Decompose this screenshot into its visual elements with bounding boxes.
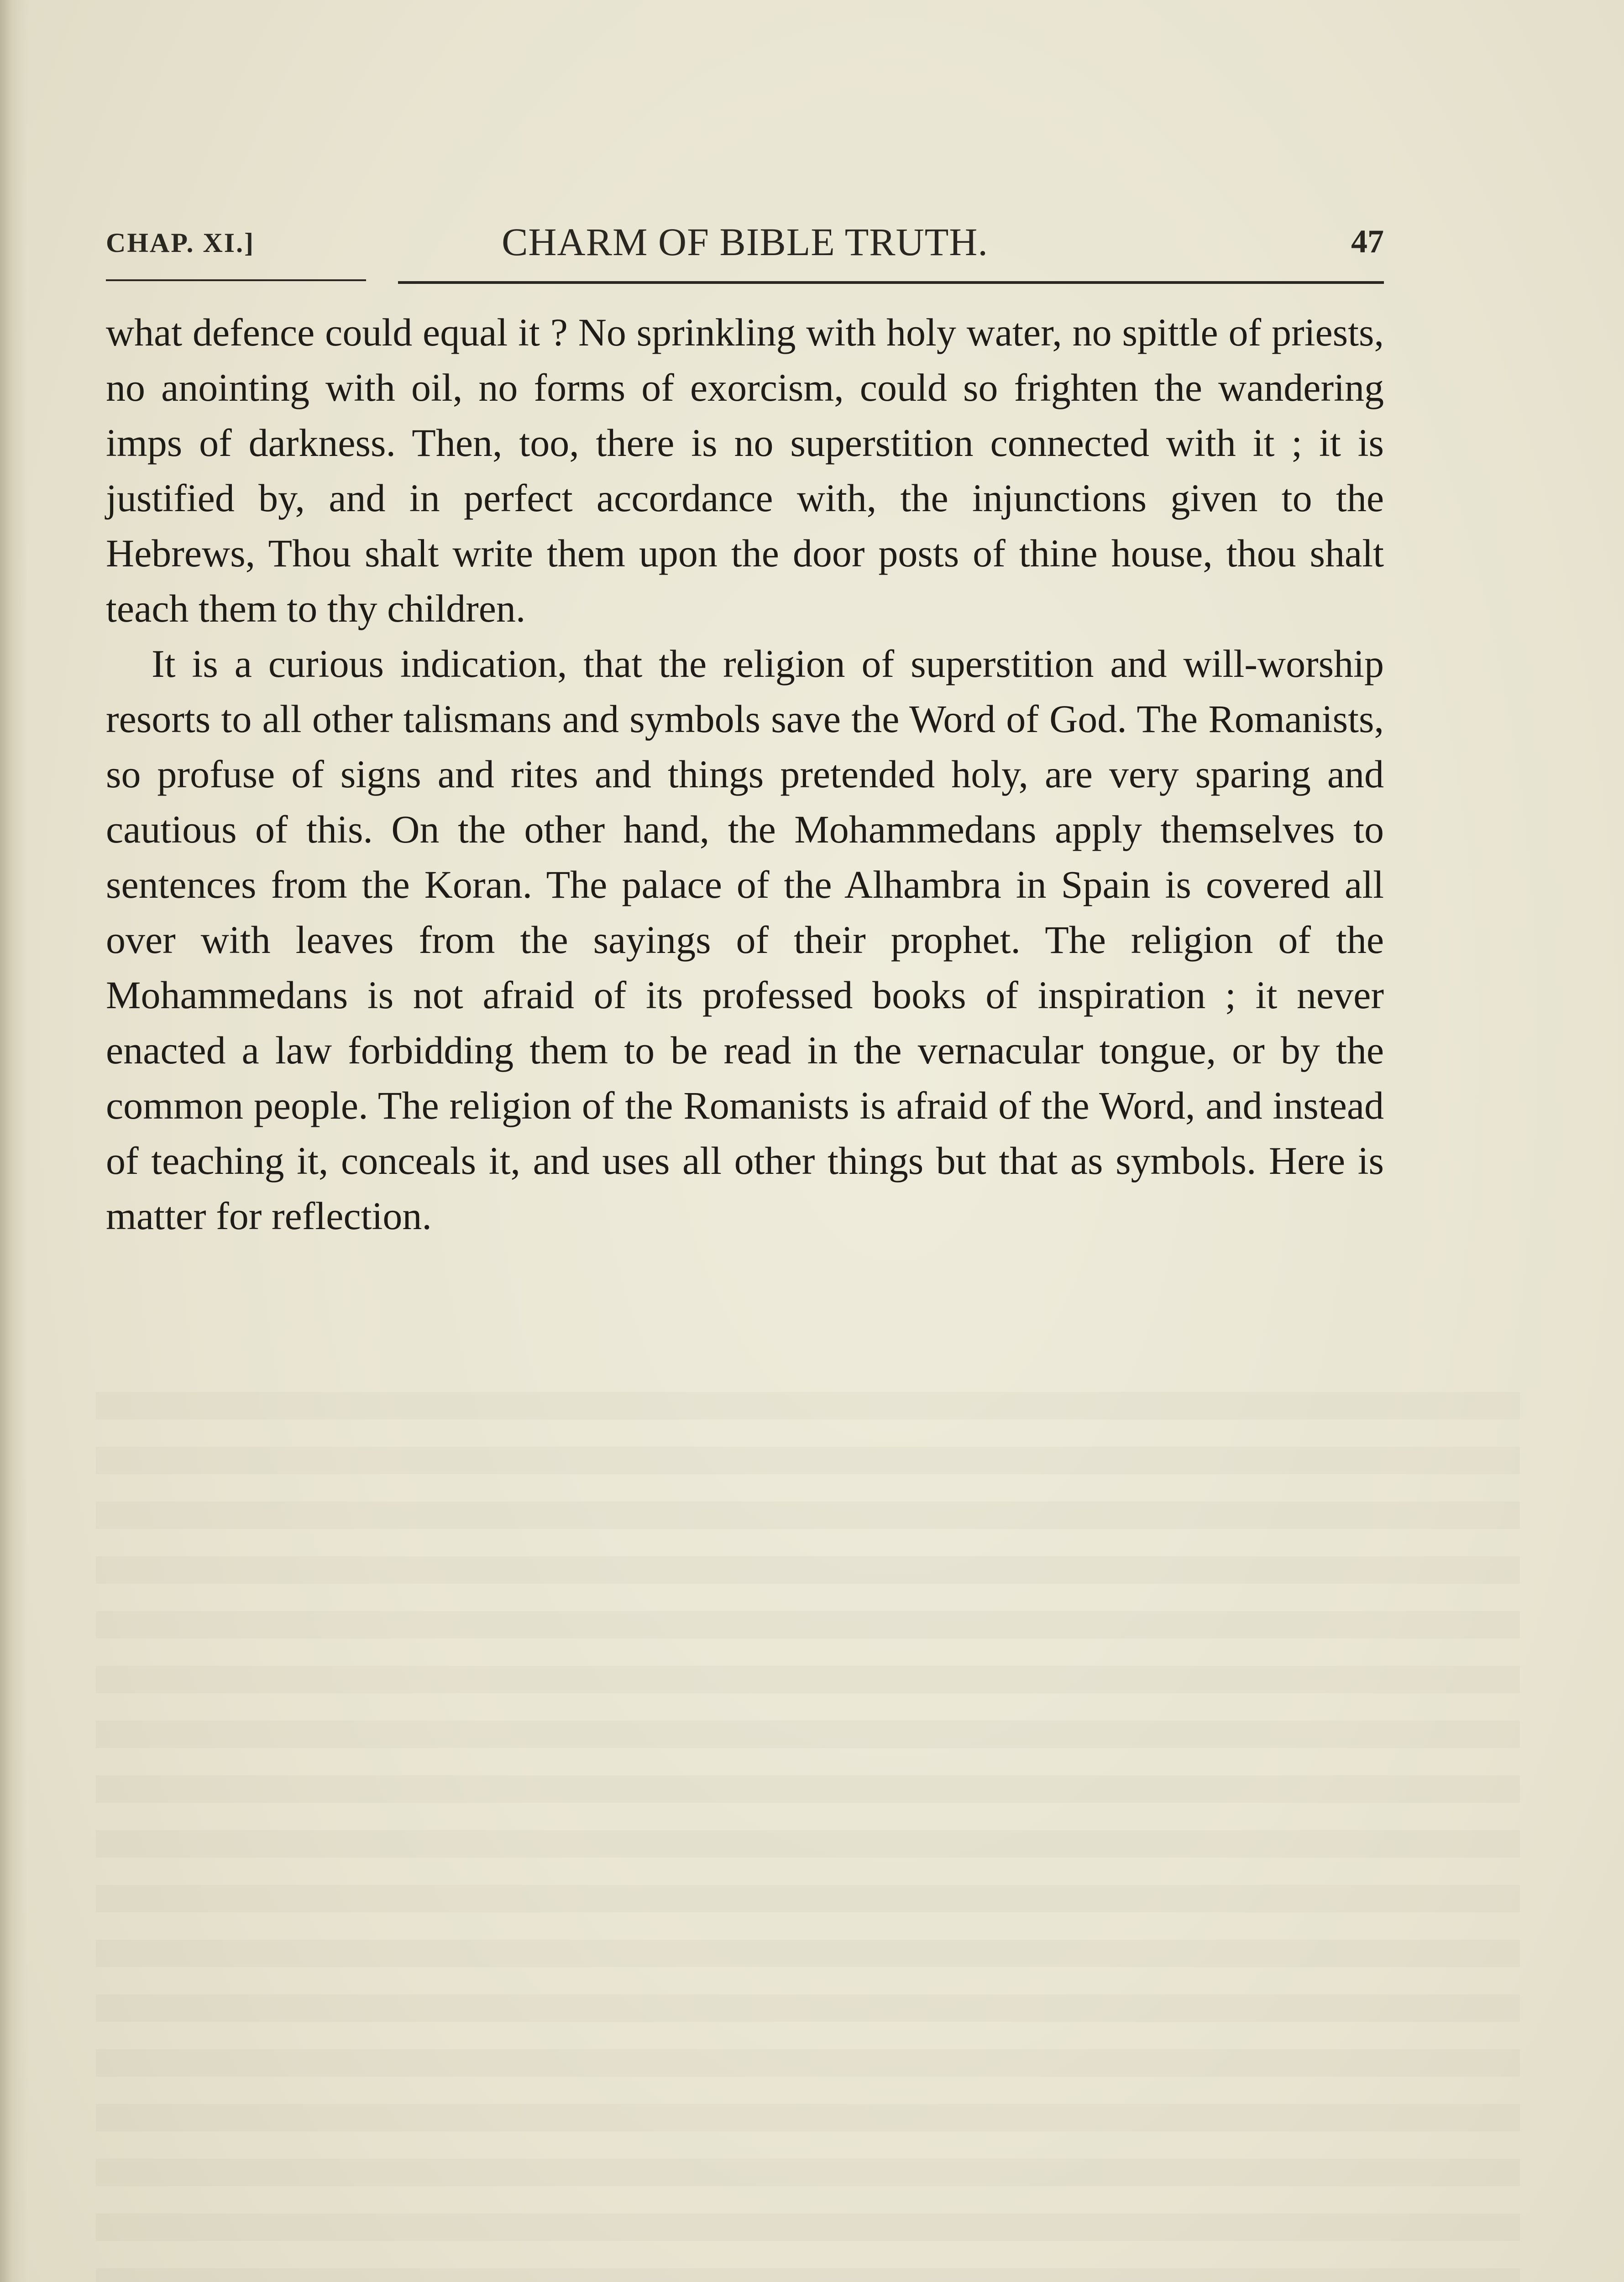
- show-through-area: [96, 1392, 1520, 2282]
- running-title: CHARM OF BIBLE TRUTH.: [502, 220, 988, 264]
- running-header: [106, 215, 1384, 288]
- page-number: 47: [1351, 223, 1384, 260]
- header-rule-left: [106, 279, 366, 281]
- page-gutter-shadow: [0, 0, 27, 2282]
- paragraph-1: what defence could equal it ? No sprinkling with holy water, no spittle of priests, no anointing with oil, no forms of exorcism, could so frighten the wandering imps of darkness. Then, too, there is no superstition connected with it ; it is justified by, and in perfect accordance with, the injunctions given to the Hebrews, Thou shalt write them upon the door posts of thine house, thou shalt teach them to thy children.: [106, 310, 1384, 630]
- paragraph-2: It is a curious indication, that the religion of superstition and will-worship resorts to all other talismans and symbols save the Word of God. The Romanists, so profuse of signs and rites and things pretended holy, are very sparing and cautious of this. On the other hand, the Mohammedans apply themselves to sentences from the Koran. The palace of the Alhambra in Spain is covered all over with leaves from the sayings of their prophet. The religion of the Mohammedans is not afraid of its professed books of inspiration ; it never enacted a law forbidding them to be read in the vernacular tongue, or by the common people. The religion of the Romanists is afraid of the Word, and instead of teaching it, conceals it, and uses all other things but that as symbols. Here is matter for reflection.: [106, 642, 1384, 1238]
- header-rule-right: [398, 281, 1384, 284]
- chapter-label: CHAP. XI.]: [106, 228, 255, 258]
- page-body: [106, 305, 1384, 1244]
